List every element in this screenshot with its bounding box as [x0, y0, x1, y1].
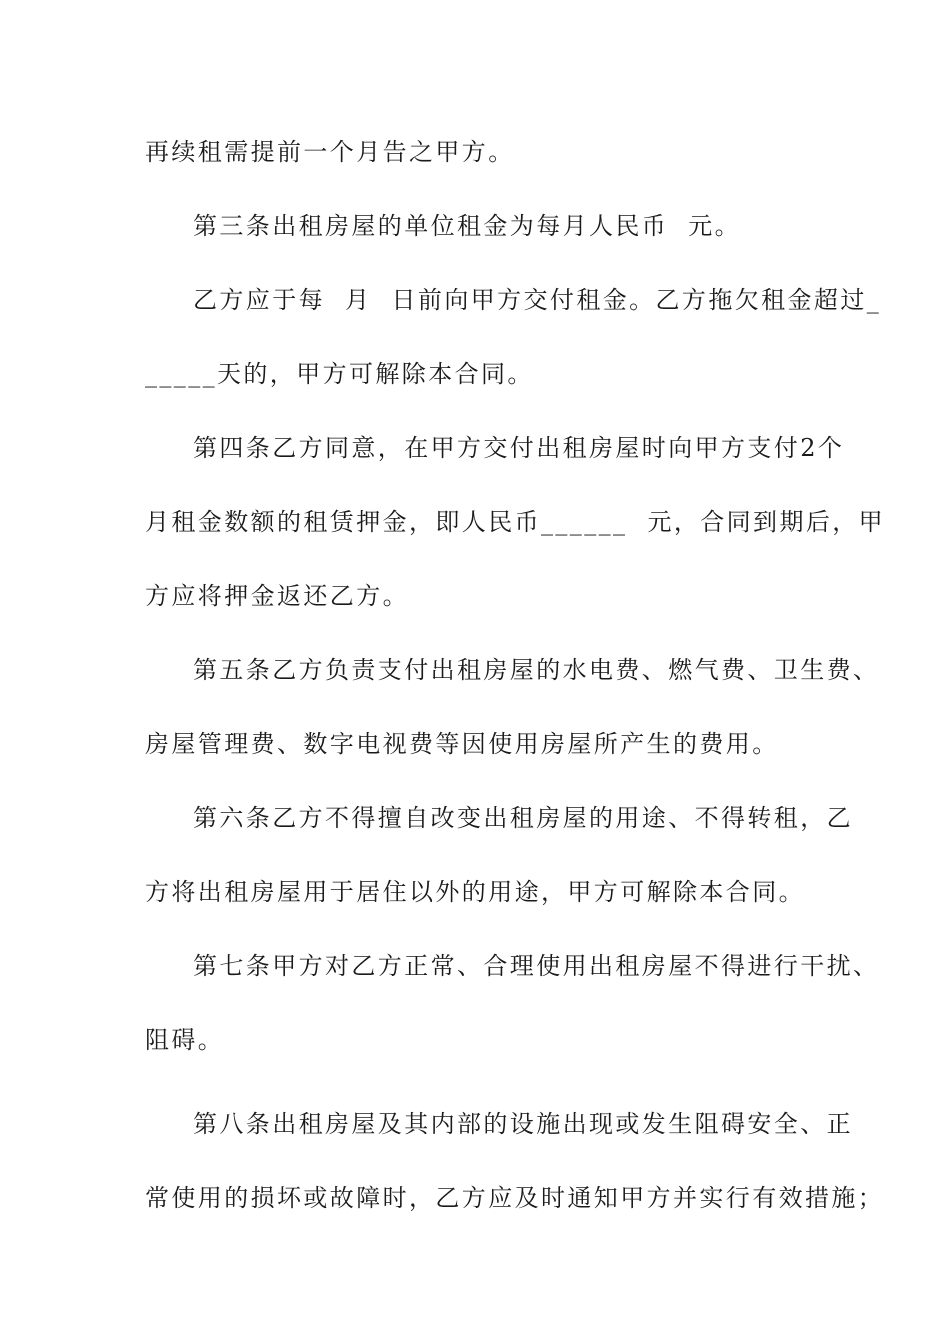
text-line: 常使用的损坏或故障时，乙方应及时通知甲方并实行有效措施；	[145, 1184, 885, 1212]
text-line: 方应将押金返还乙方。	[145, 582, 409, 610]
clause-3-text: 第三条出租房屋的单位租金为每月人民币 元。	[193, 212, 742, 240]
text-line: 房屋管理费、数字电视费等因使用房屋所产生的费用。	[145, 730, 779, 758]
clause-7-text: 第七条甲方对乙方正常、合理使用出租房屋不得进行干扰、	[193, 952, 880, 980]
text-line: _____天的，甲方可解除本合同。	[145, 360, 534, 388]
text-line: 阻碍。	[145, 1026, 225, 1054]
clause-6-text: 第六条乙方不得擅自改变出租房屋的用途、不得转租，乙	[193, 804, 853, 832]
text-line: 再续租需提前一个月告之甲方。	[145, 138, 515, 166]
clause-8-text: 第八条出租房屋及其内部的设施出现或发生阻碍安全、正	[193, 1110, 853, 1138]
text-line: 乙方应于每 月 日前向甲方交付租金。乙方拖欠租金超过_	[193, 286, 882, 314]
text-line: 月租金数额的租赁押金，即人民币______ 元，合同到期后，甲	[145, 508, 886, 536]
clause-4-text: 第四条乙方同意，在甲方交付出租房屋时向甲方支付2个	[193, 434, 845, 462]
text-line: 方将出租房屋用于居住以外的用途，甲方可解除本合同。	[145, 878, 805, 906]
clause-5-text: 第五条乙方负责支付出租房屋的水电费、燃气费、卫生费、	[193, 656, 880, 684]
